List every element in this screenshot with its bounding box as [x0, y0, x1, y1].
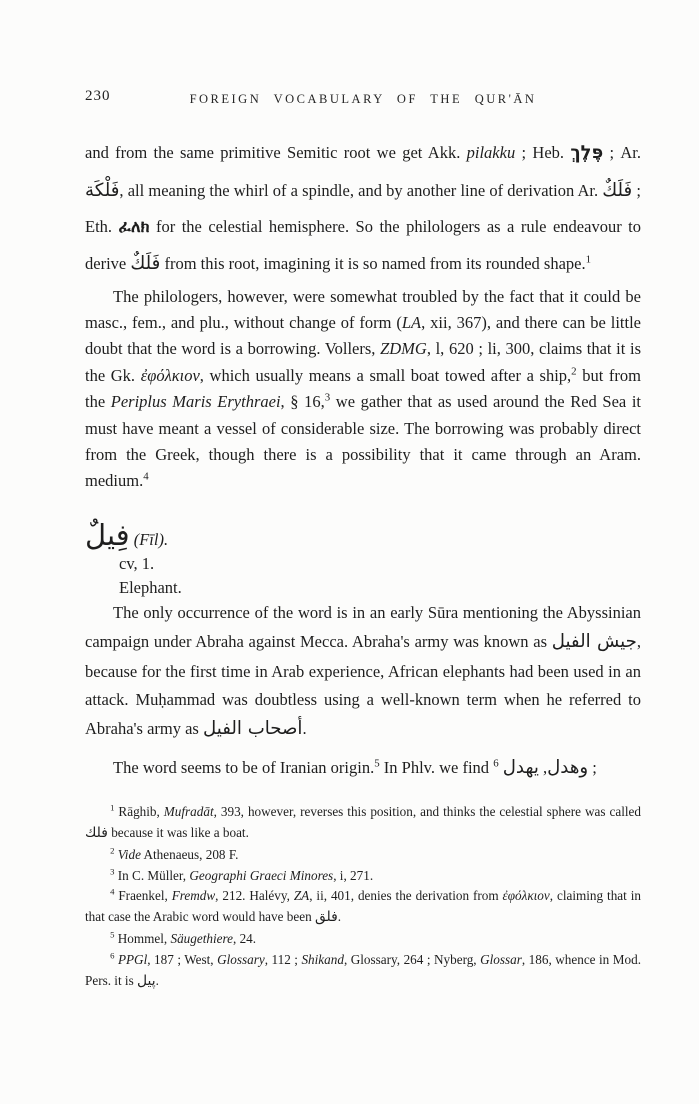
text-run: Hommel, — [114, 931, 171, 947]
text-run: Athenaeus, 208 F. — [140, 846, 239, 862]
text-run: . — [155, 972, 159, 988]
philologers-paragraph — [85, 284, 641, 495]
footnote-ref: 4 — [143, 470, 149, 483]
greek-term: ἐφόλκιον — [140, 365, 200, 385]
text-run: , 24. — [232, 931, 257, 947]
pahlavi-word: یهدل — [502, 756, 539, 778]
footnote-ref: 6 — [110, 950, 115, 961]
footnote-ref: 4 — [110, 887, 115, 898]
italic-text: ZA — [293, 888, 310, 904]
arabic-term: فَلَكٌ — [130, 253, 161, 275]
italic-text: Mufradāt — [163, 804, 214, 819]
text-run: , all meaning the whirl of a spindle, and by another line of derivation Ar. — [119, 180, 603, 200]
greek-term: ἐφόλκιον — [502, 888, 550, 904]
italic-text: Periplus Maris Erythraei — [110, 392, 281, 412]
entry-transliteration: (Fīl). — [133, 529, 169, 549]
text-run: In C. Müller, — [114, 867, 190, 883]
footnote-5 — [85, 929, 641, 950]
text-run: . — [302, 719, 307, 739]
text-run: The only occurrence of the word is in an early Sūra mentioning the Abyssinian campaign under Abraha against Mecca. Abraha's army was known as — [85, 603, 641, 652]
italic-text: Vide — [117, 846, 141, 862]
arabic-term: أصحاب الفيل — [202, 718, 303, 740]
italic-text: PPGl — [117, 952, 148, 968]
text-run: Rāghib, — [114, 804, 164, 819]
arabic-term: جيش الفيل — [551, 631, 637, 653]
text-run: , 186, whence in Mod. Pers. it is — [85, 952, 641, 988]
italic-text: ZDMG — [380, 339, 427, 359]
text-run: Elephant. — [119, 577, 182, 597]
text-run: and from the same primitive Semitic root we get Akk. — [85, 143, 467, 162]
arabic-term: فلق — [314, 909, 338, 926]
footnote-ref: 2 — [110, 845, 115, 856]
text-run: , i, 271. — [333, 867, 374, 883]
text-run: In Phlv. we find — [379, 757, 494, 777]
italic-text: Fremdw — [171, 888, 216, 904]
footnote-3 — [85, 866, 641, 887]
text-run: , because for the first time in Arab experience, African elephants had been used in an attack. Muḥammad was doubtless using a well-known term when he referred to Abraha's army as — [85, 632, 641, 739]
footnote-ref: 5 — [110, 929, 115, 940]
hebrew-term: פֶּלֶךְ — [570, 142, 604, 163]
sura-reference — [85, 552, 641, 575]
arabic-term: پيل — [137, 972, 156, 989]
text-run: we gather that as used around the Red Sea it must have meant a vessel of considerable size. The borrowing was probably direct from the Greek, though there is a possibility that it came through an Aram. medium. — [85, 392, 641, 491]
text-run: , 393, however, reverses this position, and thinks the celestial sphere was called — [213, 804, 641, 819]
footnote-4 — [85, 886, 641, 929]
opening-paragraph — [85, 134, 641, 284]
footnote-2 — [85, 845, 641, 866]
ethiopic-term: ፈለክ — [118, 217, 150, 237]
footnote-1 — [85, 802, 641, 845]
arabic-term: فَلَكٌ — [602, 179, 633, 201]
text-run: The word seems to be of Iranian origin. — [113, 757, 375, 777]
running-header — [85, 88, 641, 108]
running-title: FOREIGN VOCABULARY OF THE QUR'ĀN — [189, 92, 537, 106]
text-run: , ii, 401, denies the derivation from — [309, 888, 503, 904]
pahlavi-word: وهدل — [547, 756, 589, 778]
text-run: , claiming that in that case the Arabic word would have been — [85, 888, 641, 925]
footnote-ref: 6 — [493, 757, 499, 770]
text-run: , 112 ; — [264, 952, 302, 968]
text-run: ; Ar. — [603, 143, 641, 162]
text-run: , xii, 367), and there can be little doubt that the word is a borrowing. Vollers, — [85, 313, 641, 359]
footnote-ref: 1 — [585, 253, 592, 266]
footnote-ref: 2 — [571, 365, 577, 378]
text-run: , § 16, — [280, 392, 325, 412]
arabic-term: فلك — [85, 824, 108, 841]
text-run: . — [337, 909, 342, 925]
italic-text: Glossar — [480, 952, 522, 968]
text-run: , l, 620 ; li, 300, claims that it is the Gk. — [85, 339, 641, 385]
text-run: , which usually means a small boat towed after a ship, — [199, 365, 572, 385]
footnote-ref: 3 — [324, 391, 331, 404]
text-run: The philologers, however, were somewhat troubled by the fact that it could be masc., fem., and plu., without change of form ( — [85, 286, 641, 333]
italic-text: Shikand — [301, 952, 344, 968]
page-number: 230 — [85, 88, 111, 104]
italic-text: Säugethiere — [170, 931, 233, 947]
text-run: from this root, imagining it is so named from its rounded shape. — [160, 254, 586, 274]
etymology-paragraph — [85, 753, 641, 782]
text-run: because it was like a boat. — [107, 824, 249, 840]
text-run: but from the — [85, 365, 641, 412]
italic-text: Geographi Graeci Minores — [189, 867, 334, 883]
italic-text: Glossary — [217, 952, 265, 968]
text-run: Fraenkel, — [114, 888, 172, 904]
footnotes-section — [85, 802, 641, 993]
text-run: , 187 ; West, — [147, 952, 218, 968]
italic-text: LA — [401, 313, 422, 333]
footnote-ref: 5 — [374, 757, 380, 770]
page-body — [85, 134, 641, 782]
text-run: , Glossary, 264 ; Nyberg, — [343, 952, 481, 968]
entry-arabic-headword: فِيلٌ — [85, 517, 130, 552]
text-run: , 212. Halévy, — [215, 888, 294, 904]
gloss — [85, 576, 641, 599]
text-run: for the celestial hemisphere. So the philologers as a rule endeavour to derive — [85, 217, 641, 274]
occurrence-paragraph — [85, 599, 641, 745]
footnote-6 — [85, 950, 641, 993]
arabic-term: فَلْكَة — [85, 179, 120, 201]
entry-heading — [85, 517, 641, 552]
italic-text: pilakku — [466, 143, 516, 162]
footnote-ref: 1 — [110, 802, 115, 813]
text-run: ; Eth. — [85, 180, 641, 237]
text-run: , — [538, 757, 548, 777]
text-run: ; — [588, 757, 597, 777]
text-run: ; Heb. — [515, 143, 571, 162]
footnote-ref: 3 — [110, 866, 115, 877]
text-run: cv, 1. — [119, 554, 155, 574]
